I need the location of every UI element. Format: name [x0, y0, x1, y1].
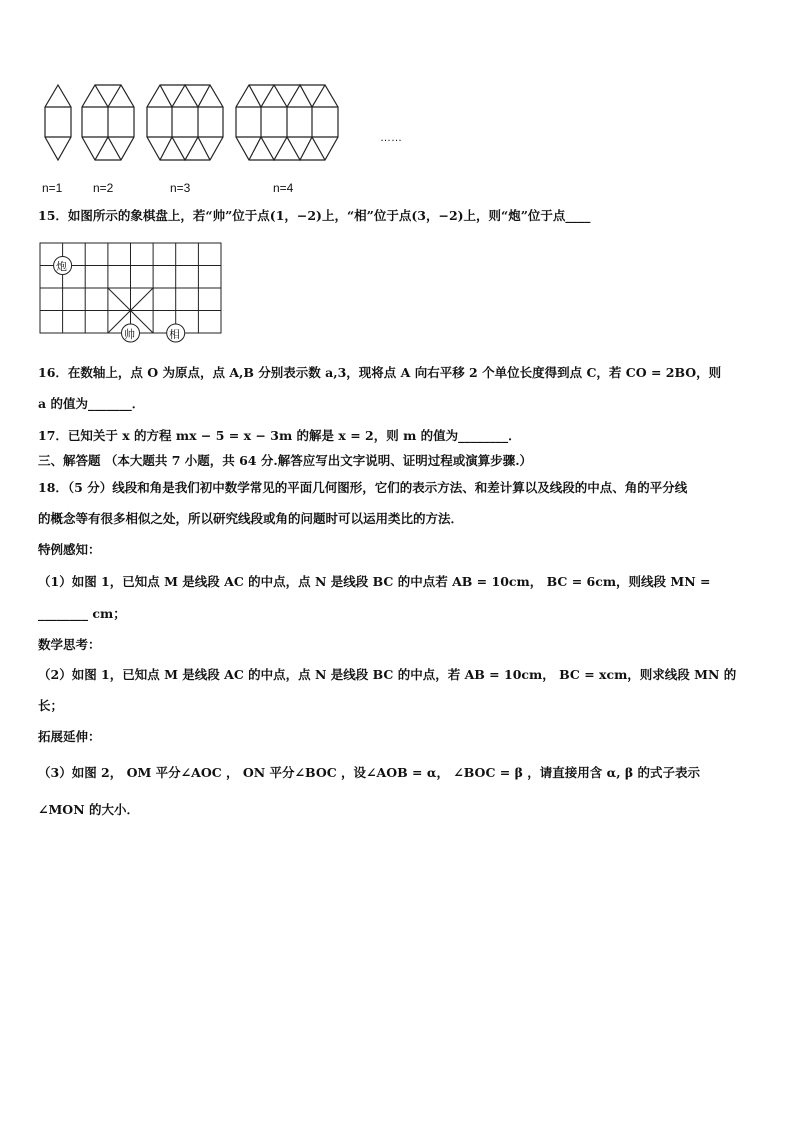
part-3-line2: ∠MON 的大小．	[38, 802, 139, 817]
part-1-line2: ________ cm；	[38, 606, 126, 621]
piece-shuai: 帅	[124, 328, 135, 341]
chess-board-figure	[0, 0, 794, 120]
piece-xiang: 相	[169, 328, 180, 341]
label-n2: n=2	[93, 181, 114, 195]
heading-math-thinking: 数学思考：	[38, 637, 101, 652]
question-16-line2: a 的值为_______．	[38, 396, 145, 411]
question-15: 15．如图所示的象棋盘上，若“帅”位于点(1，−2)上，“相”位于点(3，−2)上，则“炮”位于点____	[38, 208, 591, 223]
section-3-heading: 三、解答题 （本大题共 7 小题，共 64 分.解答应写出文字说明、证明过程或演算步骤.）	[38, 453, 533, 468]
part-2-line2: 长；	[38, 698, 64, 713]
question-18-line1: 18．（5 分）线段和角是我们初中数学常见的平面几何图形，它们的表示方法、和差计算以及线段的中点、角的平分线	[38, 480, 688, 495]
question-18-line2: 的概念等有很多相似之处，所以研究线段或角的问题时可以运用类比的方法．	[38, 511, 464, 526]
question-17: 17．已知关于 x 的方程 mx − 5 = x − 3m 的解是 x = 2，则 m 的值为________．	[38, 428, 521, 443]
part-1-line1: （1）如图 1，已知点 M 是线段 AC 的中点，点 N 是线段 BC 的中点若 AB = 10cm， BC = 6cm，则线段 MN =	[38, 574, 711, 589]
part-2-line1: （2）如图 1，已知点 M 是线段 AC 的中点，点 N 是线段 BC 的中点，若 AB = 10cm， BC = xcm，则求线段 MN 的	[38, 667, 737, 682]
heading-special-case: 特例感知：	[38, 542, 101, 557]
part-3-line1: （3）如图 2， OM 平分∠AOC ， ON 平分∠BOC ，设∠AOB = α， ∠BOC = β ，请直接用含 α, β 的式子表示	[38, 765, 701, 780]
label-n1: n=1	[42, 181, 63, 195]
heading-extension: 拓展延伸：	[38, 729, 101, 744]
question-16-line1: 16．在数轴上，点 O 为原点，点 A,B 分别表示数 a,3，现将点 A 向右平移 2 个单位长度得到点 C，若 CO = 2BO，则	[38, 365, 722, 380]
piece-pao: 炮	[56, 260, 67, 273]
label-n3: n=3	[170, 181, 191, 195]
figure-ellipsis: ……	[380, 132, 402, 144]
label-n4: n=4	[273, 181, 294, 195]
